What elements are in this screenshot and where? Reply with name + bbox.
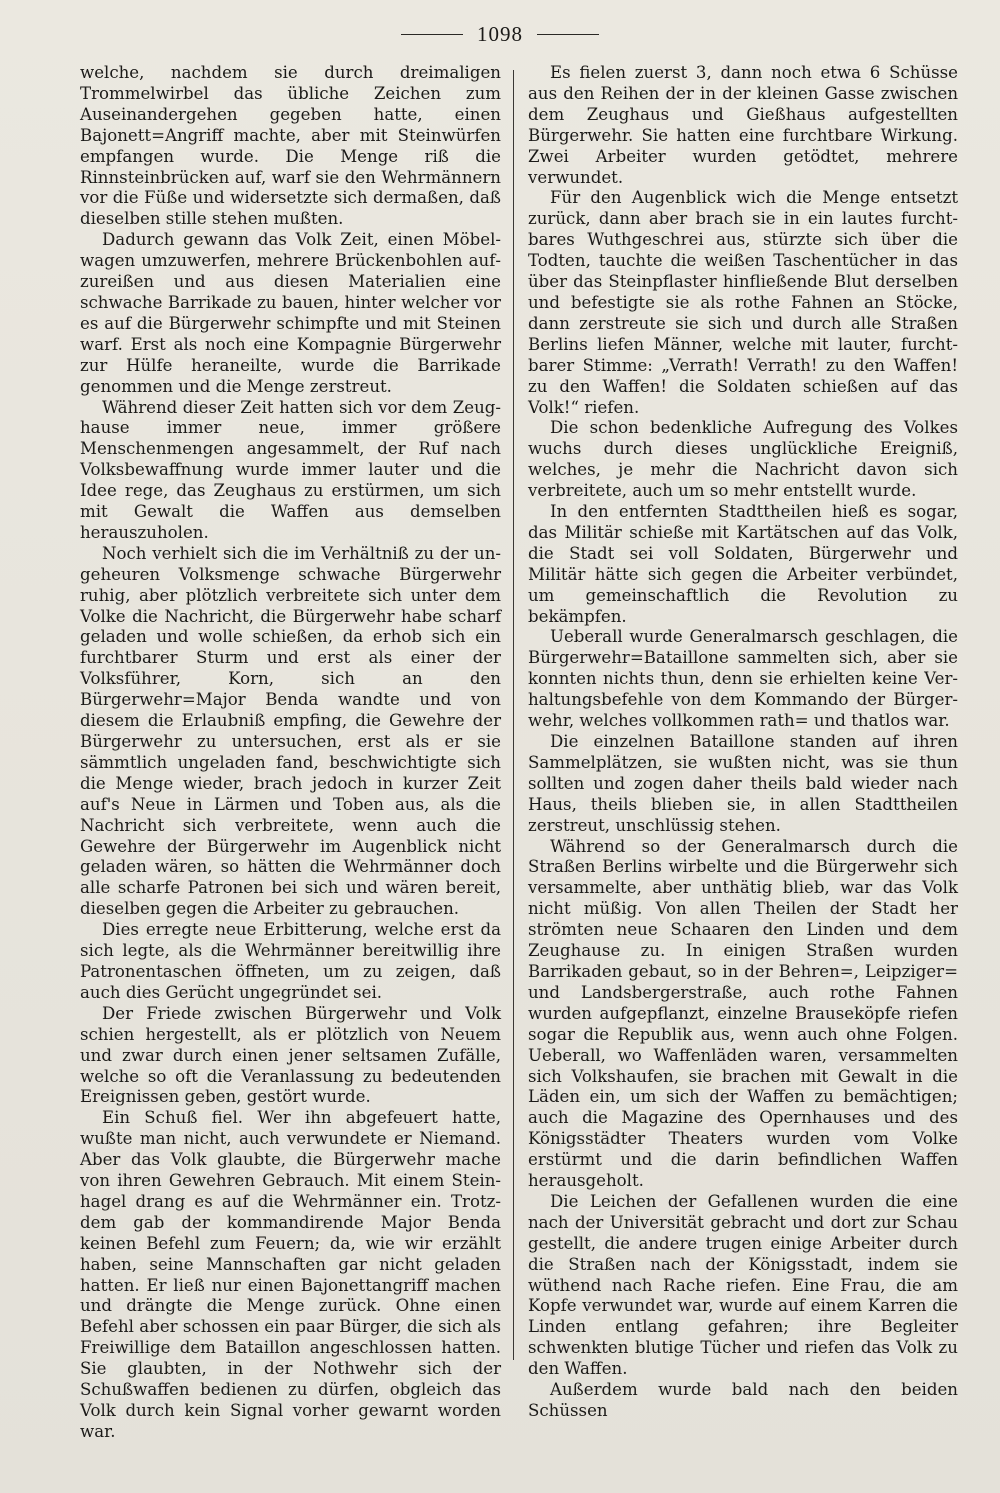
- paragraph: Die Leichen der Gefallenen wurden die eine nach der Universität gebracht und dort zur Schau gestellt, die andere trugen einige Arbeiter durch die Straßen nach der Königsstadt, indem sie wüthend nach Rache riefen. Eine Frau, die am Kopfe verwundet war, wurde auf einem Karren die Linden entlang gefahren; ihre Begleiter schwenkten blutige Tücher und riefen das Volk zu den Waffen.: [528, 1191, 958, 1379]
- right-column: [528, 63, 958, 1422]
- paragraph: Noch verhielt sich die im Verhältniß zu der ungeheuren Volksmenge schwache Bürgerwehr ruhig, aber plötzlich verbreitete sich unter dem Volke die Nachricht, die Bürgerwehr habe scharf geladen und wolle schießen, da erhob sich ein furchtbarer Sturm und erst als einer der Volksführer, Korn, sich an den Bürgerwehr=Major Benda wandte und von diesem die Erlaubniß empfing, die Gewehre der Bürgerwehr zu untersuchen, erst als er sie sämmtlich ungeladen fand, beschwichtigte sich die Menge wieder, brach jedoch in kurzer Zeit auf's Neue in Lärmen und Toben aus, als die Nachricht sich verbreitete, wenn auch die Gewehre der Bürgerwehr im Augenblick nicht geladen wären, so hätten die Wehrmänner doch alle scharfe Patronen bei sich und wären bereit, dieselben gegen die Arbeiter zu gebrauchen.: [80, 543, 501, 919]
- paragraph: In den entfernten Stadttheilen hieß es sogar, das Militär schieße mit Kartätschen auf das Volk, die Stadt sei voll Soldaten, Bürgerwehr und Militär hätte sich gegen die Arbeiter verbündet, um gemeinschaftlich die Revolution zu bekämpfen.: [528, 502, 958, 626]
- paragraph: Die schon bedenkliche Aufregung des Volkes wuchs durch dieses unglückliche Ereigniß, welches, je mehr die Nachricht davon sich verbreitete, auch um so mehr entstellt wurde.: [528, 418, 958, 501]
- paragraph: Ueberall wurde Generalmarsch geschlagen, die Bürgerwehr=Bataillone sammelten sich, aber sie konnten nichts thun, denn sie erhielten keine Verhaltungsbefehle von dem Kommando der Bürgerwehr, welches vollkommen rath= und thatlos war.: [528, 627, 958, 731]
- header-rule-right: [537, 34, 599, 35]
- paragraph: welche, nachdem sie durch dreimaligen Trommelwirbel das übliche Zeichen zum Auseinandergehen gegeben hatte, einen Bajonett=Angriff machte, aber mit Steinwürfen empfangen wurde. Die Menge riß die Rinnsteinbrücken auf, warf sie den Wehrmännern vor die Füße und widersetzte sich dermaßen, daß dieselben stille stehen mußten.: [80, 63, 501, 229]
- paragraph: Der Friede zwischen Bürgerwehr und Volk schien hergestellt, als er plötzlich von Neuem und zwar durch einen jener seltsamen Zufälle, welche so oft die Veranlassung zu bedeutenden Ereignissen geben, gestört wurde.: [80, 1003, 501, 1107]
- paragraph: Ein Schuß fiel. Wer ihn abgefeuert hatte, wußte man nicht, auch verwundete er Niemand. Aber das Volk glaubte, die Bürgerwehr mache von ihren Gewehren Gebrauch. Mit einem Steinhagel drang es auf die Wehrmänner ein. Trotzdem gab der kommandirende Major Benda keinen Befehl zum Feuern; da, wie wir erzählt haben, seine Mannschaften gar nicht geladen hatten. Er ließ nur einen Bajonettangriff machen und drängte die Menge zurück. Ohne einen Befehl aber schossen ein paar Bürger, die sich als Freiwillige dem Bataillon angeschlossen hatten. Sie glaubten, in der Nothwehr sich der Schußwaffen bedienen zu dürfen, obgleich das Volk durch kein Signal vorher gewarnt worden war.: [80, 1108, 501, 1441]
- paragraph: Dadurch gewann das Volk Zeit, einen Möbelwagen umzuwerfen, mehrere Brückenbohlen aufzureißen und aus diesen Materialien eine schwache Barrikade zu bauen, hinter welcher vor es auf die Bürgerwehr schimpfte und mit Steinen warf. Erst als noch eine Kompagnie Bürgerwehr zur Hülfe heraneilte, wurde die Barrikade genommen und die Menge zerstreut.: [80, 230, 501, 396]
- paragraph: Es fielen zuerst 3, dann noch etwa 6 Schüsse aus den Reihen der in der kleinen Gasse zwischen dem Zeughaus und Gießhaus aufgestellten Bürgerwehr. Sie hatten eine furchtbare Wirkung. Zwei Arbeiter wurden getödtet, mehrere verwundet.: [528, 63, 958, 187]
- header-rule-left: [401, 34, 463, 35]
- paragraph: Während dieser Zeit hatten sich vor dem Zeughause immer neue, immer größere Menschenmengen angesammelt, der Ruf nach Volksbewaffnung wurde immer lauter und die Idee rege, das Zeughaus zu erstürmen, um sich mit Gewalt die Waffen aus demselben herauszuholen.: [80, 397, 501, 542]
- page-header: [0, 22, 1000, 47]
- column-divider: [513, 70, 514, 1360]
- page-number: 1098: [477, 22, 523, 46]
- paragraph: Während so der Generalmarsch durch die Straßen Berlins wirbelte und die Bürgerwehr sich versammelte, aber unthätig blieb, war das Volk nicht müßig. Von allen Theilen der Stadt her strömten neue Schaaren den Linden und dem Zeughause zu. In einigen Straßen wurden Barrikaden gebaut, so in der Behren=, Leipziger= und Landsbergerstraße, auch rothe Fahnen wurden aufgepflanzt, einzelne Brauseköpfe riefen sogar die Republik aus, wenn auch ohne Folgen. Ueberall, wo Waffenläden waren, versammelten sich Volkshaufen, sie brachen mit Gewalt in die Läden ein, um sich der Waffen zu bemächtigen; auch die Magazine des Opernhauses und des Königsstädter Theaters wurden vom Volke erstürmt und die darin befindlichen Waffen herausgeholt.: [528, 836, 958, 1191]
- paragraph: Die einzelnen Bataillone standen auf ihren Sammelplätzen, sie wußten nicht, was sie thun sollten und zogen daher theils bald wieder nach Haus, theils blieben sie, in allen Stadttheilen zerstreut, unschlüssig stehen.: [528, 732, 958, 835]
- paragraph: Außerdem wurde bald nach den beiden Schüssen: [528, 1380, 958, 1420]
- left-column: [80, 63, 501, 1443]
- paragraph: Für den Augenblick wich die Menge entsetzt zurück, dann aber brach sie in ein lautes furchtbares Wuthgeschrei aus, stürzte sich über die Todten, tauchte die weißen Taschentücher in das über das Steinpflaster hinfließende Blut derselben und befestigte sie als rothe Fahnen an Stöcke, dann zerstreute sie sich und durch alle Straßen Berlins liefen Männer, welche mit lauter, furchtbarer Stimme: „Verrath! Verrath! zu den Waffen! zu den Waffen! die Soldaten schießen auf das Volk!“ riefen.: [528, 188, 958, 417]
- paragraph: Dies erregte neue Erbitterung, welche erst da sich legte, als die Wehrmänner bereitwillig ihre Patronentaschen öffneten, um zu zeigen, daß auch dies Gerücht ungegründet sei.: [80, 920, 501, 1002]
